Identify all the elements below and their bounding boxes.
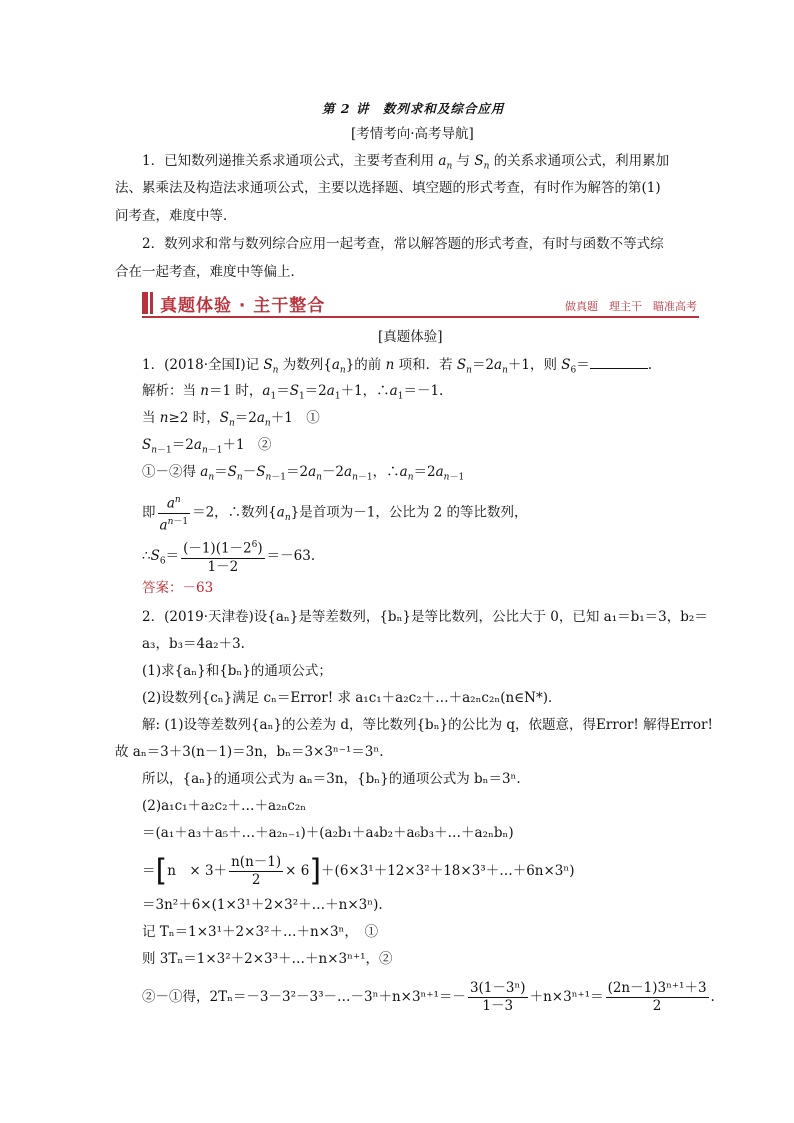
intro-p2-line2: 合在一起考查，难度中等偏上． [115, 264, 304, 280]
q2-part2: (2)设数列{cₙ}满足 cₙ＝Error! 求 a₁c₁＋a₂c₂＋…＋a₂ₙc₂ₙ(n∈N*)． [142, 690, 562, 706]
q2-solution-line10: ②－①得，2Tₙ＝－3－3²－3³－…－3ⁿ＋n×3ⁿ⁺¹＝－ $\frac{\text{3(1－3ⁿ)}}{1-3}$ ＋n×3ⁿ⁺¹＝ $\frac{\text{(2n－1)3ⁿ⁺¹＋3}}{2}$ . [142, 980, 715, 1014]
section-banner [142, 292, 699, 318]
right-bracket: ] [309, 853, 322, 889]
q2-part1: (1)求{aₙ}和{bₙ}的通项公式； [142, 663, 332, 679]
banner-title: 真题体验 · 主干整合 [160, 296, 326, 316]
intro-p2-line1: 2．数列求和常与数列综合应用一起考查，常以解答题的形式考查，有时与函数不等式综 [142, 236, 664, 252]
left-bracket: [ [155, 853, 168, 889]
intro-p1-line1: 1．已知数列递推关系求通项公式，主要考查利用 $a_n$ 与 $S_n$ 的关系求通项公式，利用累加 [142, 153, 670, 172]
q2-solution-line4: (2)a₁c₁＋a₂c₂＋…＋a₂ₙc₂ₙ [142, 798, 307, 814]
result-fraction: $\frac{\text{(2n－1)3ⁿ⁺¹＋3}}{2}$ [607, 980, 707, 1014]
q2-solution-line8: 记 Tₙ＝1×3¹＋2×3²＋…＋n×3ⁿ， ① [142, 924, 379, 940]
q1-stem: 1．(2018·全国Ⅰ)记 $S_n$ 为数列$\{a_n\}$的前 n 项和．若 $S_n=2a_n+1$，则 $S_6=$ . [142, 354, 652, 381]
q1-solution-line3: $S_{n-1}=2a_{n-1}+1$ ② [142, 437, 272, 456]
q2-solution-line1: 解: (1)设等差数列{aₙ}的公差为 d，等比数列{bₙ}的公比为 q，依题意，得Error! 解得Error! [142, 717, 713, 733]
answer-blank [590, 354, 648, 369]
intro-p1-line2: 法、累乘法及构造法求通项公式，主要以选择题、填空题的形式考查，有时作为解答的第(1) [115, 180, 661, 196]
q2-solution-line5: ＝(a₁＋a₃＋a₅＋…＋a₂ₙ₋₁)＋(a₂b₁＋a₄b₂＋a₆b₃＋…＋a₂ₙbₙ) [142, 825, 514, 841]
q1-solution-line2: 当 n≥2 时，$S_n=2a_n+1$ ① [142, 410, 320, 429]
q2-solution-line6: ＝[n × 3＋ $\frac{n(n-1)}{2}$ × 6]＋(6×3¹＋12×3²＋18×3³＋…＋6n×3ⁿ) [142, 853, 575, 889]
q1-solution-line1: 解析：当 n＝1 时，$a_1=S_1=2a_1+1$，$\therefore a_1=-1$. [142, 383, 444, 402]
q2-stem-line2: a₃，b₃＝4a₂＋3. [142, 636, 245, 652]
banner-tagline: 做真题 理主干 瞄准高考 [565, 300, 697, 313]
q2-solution-line7: ＝3n²＋6×(1×3¹＋2×3²＋…＋n×3ⁿ). [142, 897, 383, 913]
q1-solution-line5: 即 $\frac{a^n}{a^{n-1}}$ ＝2，∴数列$\{a_n\}$是首项为－1，公比为 2 的等比数列， [142, 492, 528, 537]
lecture-title: 第 2 讲 数列求和及综合应用 [322, 101, 505, 116]
q2-stem-line1: 2．(2019·天津卷)设{aₙ}是等差数列，{bₙ}是等比数列，公比大于 0，已知 a₁＝b₁＝3，b₂＝ [142, 609, 708, 625]
sum-fraction: $\frac{(-1)(1-2^6)}{1-2}$ [181, 537, 265, 576]
banner-accent-bar-thin [150, 292, 153, 314]
section-label: [真题体验] [378, 329, 443, 345]
nav-label: [考情考向·高考导航] [351, 126, 474, 142]
q2-solution-line3: 所以，{aₙ}的通项公式为 aₙ＝3n，{bₙ}的通项公式为 bₙ＝3ⁿ. [142, 771, 521, 787]
q2-solution-line9: 则 3Tₙ＝1×3²＋2×3³＋…＋n×3ⁿ⁺¹，② [142, 951, 393, 967]
geometric-sum-fraction: $\frac{\text{3(1－3ⁿ)}}{1-3}$ [469, 980, 526, 1014]
q1-solution-line4: ①－②得 $a_n=S_n-S_{n-1}=2a_n-2a_{n-1}$，$\therefore a_n=2a_{n-1}$ [142, 464, 465, 483]
intro-p1-line3: 问考查，难度中等． [115, 208, 237, 224]
banner-accent-bar [142, 292, 148, 314]
q2-solution-line2: 故 aₙ＝3＋3(n－1)＝3n，bₙ＝3×3ⁿ⁻¹＝3ⁿ. [115, 744, 384, 760]
q1-answer: 答案：－63 [142, 580, 214, 596]
q1-solution-line6: $\therefore S_6=$ $\frac{(-1)(1-2^6)}{1-2}$ ＝－63. [142, 537, 315, 581]
ratio-fraction: $\frac{a^n}{a^{n-1}}$ [158, 492, 191, 534]
nn-fraction: $\frac{n(n-1)}{2}$ [231, 854, 282, 888]
